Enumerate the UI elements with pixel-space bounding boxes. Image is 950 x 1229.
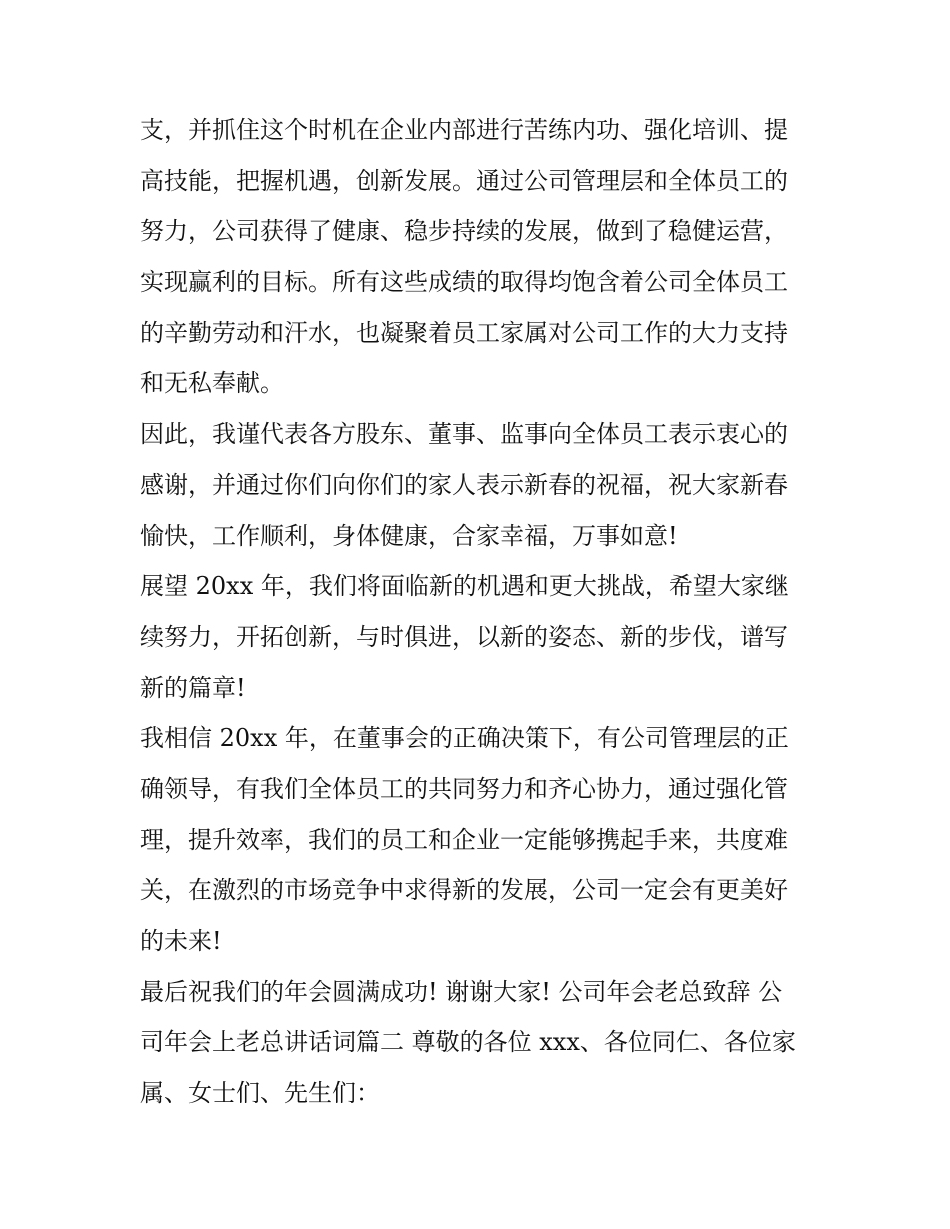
- text-line: 我相信 20xx 年，在董事会的正确决策下，有公司管理层的正: [140, 724, 789, 753]
- text-line: 属、女士们、先生们：: [140, 1079, 380, 1108]
- text-line: 新的篇章!: [140, 673, 246, 702]
- text-line: 司年会上老总讲话词篇二 尊敬的各位 xxx、各位同仁、各位家: [140, 1028, 796, 1057]
- text-line: 最后祝我们的年会圆满成功! 谢谢大家! 公司年会老总致辞 公: [140, 977, 783, 1006]
- text-line: 实现赢利的目标。所有这些成绩的取得均饱含着公司全体员工: [140, 268, 788, 297]
- text-line: 的辛勤劳动和汗水，也凝聚着员工家属对公司工作的大力支持: [140, 318, 788, 347]
- text-line: 理，提升效率，我们的员工和企业一定能够携起手来，共度难: [140, 825, 788, 854]
- text-line: 因此，我谨代表各方股东、董事、监事向全体员工表示衷心的: [140, 420, 788, 449]
- text-line: 确领导，有我们全体员工的共同努力和齐心协力，通过强化管: [140, 774, 788, 803]
- text-line: 的未来!: [140, 927, 222, 955]
- text-line: 和无私奉献。: [140, 369, 284, 398]
- body-text: [140, 105, 820, 1119]
- text-line: 高技能，把握机遇，创新发展。通过公司管理层和全体员工的: [140, 166, 788, 195]
- text-line: 努力，公司获得了健康、稳步持续的发展，做到了稳健运营，: [140, 217, 788, 246]
- text-line: 续努力，开拓创新，与时俱进，以新的姿态、新的步伐，谱写: [140, 622, 788, 651]
- text-line: 支，并抓住这个时机在企业内部进行苦练内功、强化培训、提: [140, 116, 788, 144]
- text-line: 展望 20xx 年，我们将面临新的机遇和更大挑战，希望大家继: [140, 572, 789, 601]
- text-line: 感谢，并通过你们向你们的家人表示新春的祝福，祝大家新春: [140, 470, 788, 499]
- text-line: 愉快，工作顺利，身体健康，合家幸福，万事如意!: [140, 521, 678, 550]
- text-line: 关，在激烈的市场竞争中求得新的发展，公司一定会有更美好: [140, 876, 788, 905]
